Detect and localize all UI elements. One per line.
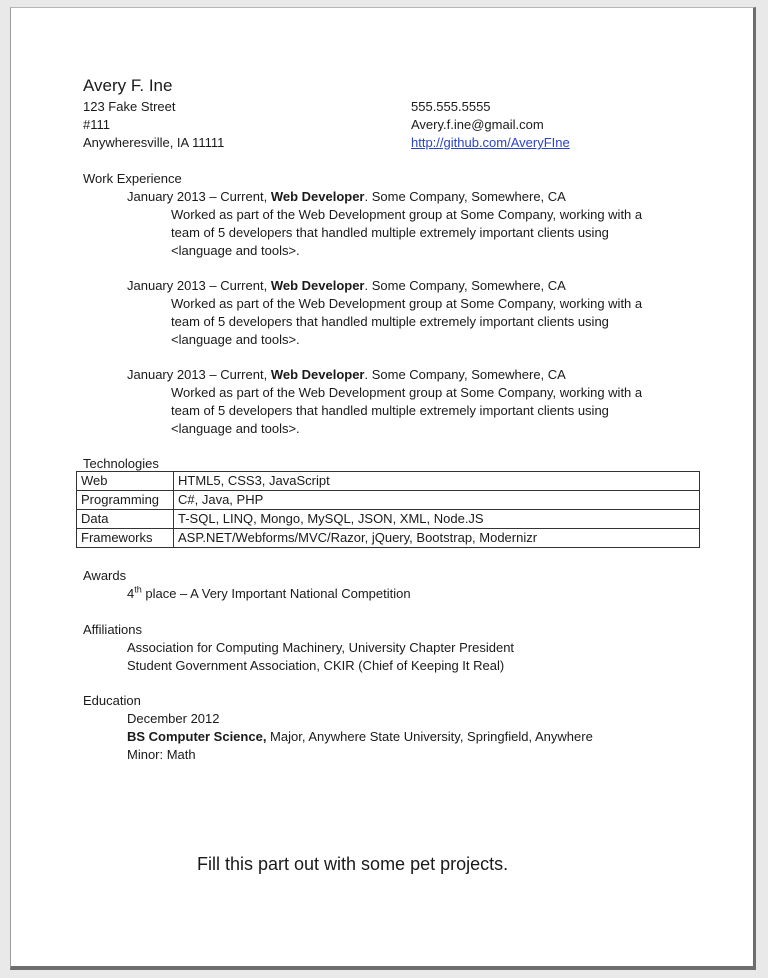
resume-page (10, 7, 756, 970)
tech-category: Data (77, 510, 174, 529)
pet-projects-note: Fill this part out with some pet projects. (197, 854, 509, 874)
table-row (77, 529, 700, 548)
phone-number: 555.555.5555 (411, 99, 491, 114)
tech-category: Frameworks (77, 529, 174, 548)
job-company: . Some Company, Somewhere, CA (364, 278, 566, 293)
award-place-suffix: th (134, 584, 142, 595)
table-row (77, 472, 700, 491)
education-date: December 2012 (127, 711, 220, 726)
degree-name: BS Computer Science, (127, 729, 267, 744)
job-company: . Some Company, Somewhere, CA (364, 189, 566, 204)
tech-items: T-SQL, LINQ, Mongo, MySQL, JSON, XML, Node.JS (174, 510, 700, 529)
job-dates: January 2013 – Current, (127, 278, 271, 293)
email-address: Avery.f.ine@gmail.com (411, 117, 544, 132)
job-2-header (127, 277, 566, 294)
job-dates: January 2013 – Current, (127, 189, 271, 204)
job-3-desc-line: <language and tools>. (171, 421, 300, 436)
education-heading: Education (83, 693, 141, 708)
technologies-heading: Technologies (83, 456, 159, 471)
tech-category: Programming (77, 491, 174, 510)
candidate-name: Avery F. Ine (83, 76, 173, 95)
education-minor: Minor: Math (127, 747, 196, 762)
tech-items: C#, Java, PHP (174, 491, 700, 510)
github-link[interactable]: http://github.com/AveryFIne (411, 135, 570, 150)
address-line-3: Anywheresville, IA 11111 (83, 135, 225, 150)
affiliation-item: Student Government Association, CKIR (Chief of Keeping It Real) (127, 658, 505, 673)
job-company: . Some Company, Somewhere, CA (364, 367, 566, 382)
job-3-header (127, 366, 566, 383)
affiliations-heading: Affiliations (83, 622, 143, 637)
award-item (127, 585, 411, 602)
job-1-desc-line: team of 5 developers that handled multiple extremely important clients using (171, 225, 609, 240)
tech-items: HTML5, CSS3, JavaScript (174, 472, 700, 491)
job-2-desc-line: Worked as part of the Web Development group at Some Company, working with a (171, 296, 643, 311)
job-1-desc-line: Worked as part of the Web Development group at Some Company, working with a (171, 207, 643, 222)
address-line-1: 123 Fake Street (83, 99, 176, 114)
education-degree (127, 728, 593, 745)
job-3-desc-line: Worked as part of the Web Development group at Some Company, working with a (171, 385, 643, 400)
job-title: Web Developer (270, 189, 365, 204)
job-2-desc-line: team of 5 developers that handled multiple extremely important clients using (171, 314, 609, 329)
job-3-desc-line: team of 5 developers that handled multiple extremely important clients using (171, 403, 609, 418)
award-place-number: 4 (127, 586, 135, 601)
degree-details: Major, Anywhere State University, Springfield, Anywhere (266, 729, 593, 744)
job-title: Web Developer (270, 367, 365, 382)
job-1-desc-line: <language and tools>. (171, 243, 300, 258)
affiliation-item: Association for Computing Machinery, University Chapter President (127, 640, 515, 655)
tech-items: ASP.NET/Webforms/MVC/Razor, jQuery, Bootstrap, Modernizr (174, 529, 700, 548)
table-row (77, 510, 700, 529)
awards-heading: Awards (83, 568, 127, 583)
table-row (77, 491, 700, 510)
job-title: Web Developer (270, 278, 365, 293)
job-1-header (127, 188, 566, 205)
address-line-2: #111 (83, 117, 110, 132)
award-text: place – A Very Important National Competition (141, 586, 411, 601)
work-experience-heading: Work Experience (83, 171, 182, 186)
tech-category: Web (77, 472, 174, 491)
job-dates: January 2013 – Current, (127, 367, 271, 382)
technologies-table (76, 471, 700, 548)
job-2-desc-line: <language and tools>. (171, 332, 300, 347)
